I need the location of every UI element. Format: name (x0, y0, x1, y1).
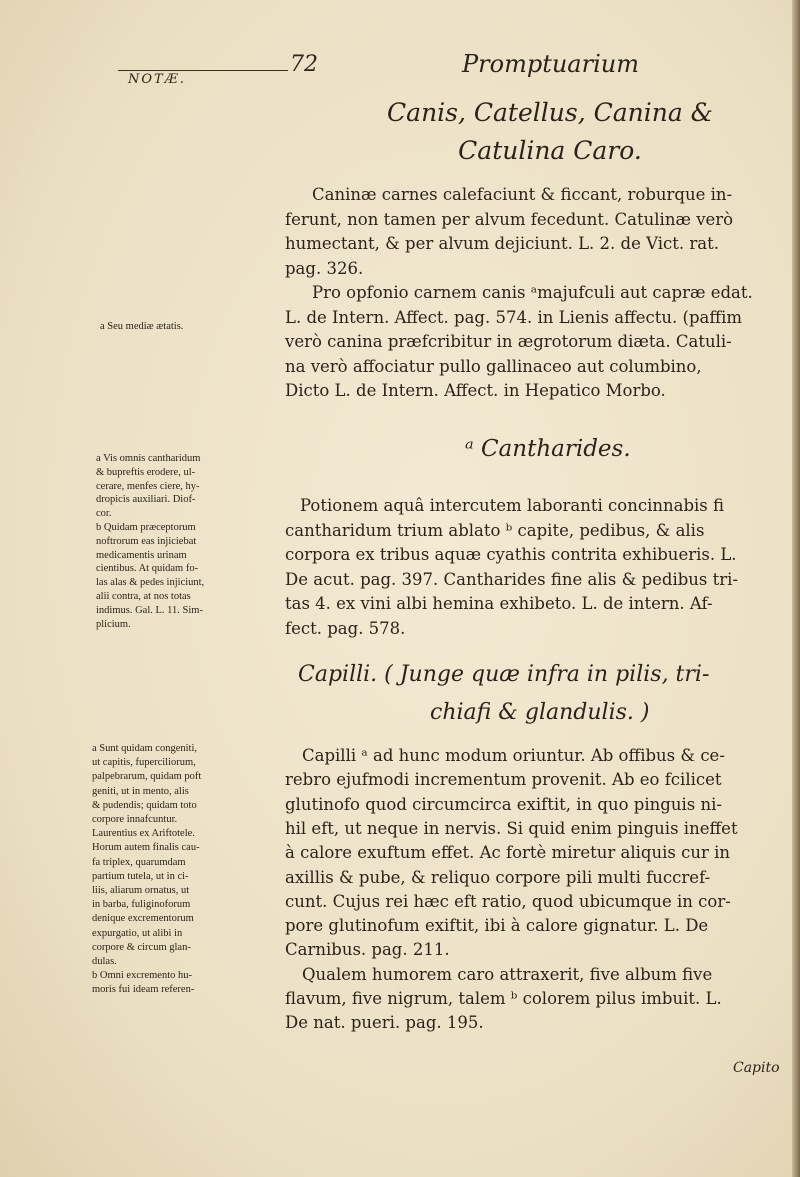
capilli-note-14: expurgatio, ut alibi in (92, 927, 183, 939)
canth-note-10: las alas & pedes injiciunt, (96, 577, 205, 589)
capilli-note-16: dulas. (92, 956, 117, 967)
section-title-capilli-2: chiafi & glandulis. ) (430, 700, 650, 725)
capilli-line-10: Qualem humorem caro attraxerit, five album five (302, 964, 713, 984)
canth-line-1: Potionem aquâ intercutem laboranti concinnabis fi (300, 496, 725, 515)
section-title-canis-2: Catulina Caro. (458, 136, 642, 165)
capilli-note-13: denique excrementorum (92, 913, 194, 925)
canth-note-5: cor. (96, 508, 112, 520)
capilli-note-11: liis, aliarum ornatus, ut (92, 885, 190, 896)
capilli-line-3: glutinofo quod circumcirca exiftit, in quo pinguis ni- (285, 794, 722, 814)
canth-note-12: indimus. Gal. L. 11. Sim- (96, 604, 203, 616)
canis-line-3: humectant, & per alvum dejiciunt. L. 2. de Vict. rat. (285, 234, 719, 253)
canth-note-7: noftrorum eas injiciebat (96, 535, 197, 547)
capilli-note-12: in barba, fuliginoforum (92, 899, 191, 911)
capilli-note-6: corpore innafcuntur. (92, 814, 178, 825)
canth-line-5: tas 4. ex vini albi hemina exhibeto. L. de intern. Af- (285, 594, 713, 613)
canth-line-4: De acut. pag. 397. Cantharides fine alis & pedibus tri- (285, 569, 739, 589)
canth-note-8: medicamentis urinam (96, 549, 187, 561)
canth-line-6: fect. pag. 578. (285, 618, 406, 638)
catchword: Capito (733, 1060, 780, 1076)
canis-line-8: na verò affociatur pullo gallinaceo aut columbino, (285, 356, 702, 376)
canth-note-4: dropicis auxiliari. Diof- (96, 494, 196, 506)
capilli-line-2: rebro ejufmodi incrementum provenit. Ab eo fcilicet (285, 770, 722, 790)
capilli-line-8: pore glutinofum exiftit, ibi à calore gignatur. L. De (285, 916, 709, 936)
capilli-note-3: palpebrarum, quidam poft (92, 771, 202, 783)
section-title-canis-1: Canis, Catellus, Canina & (387, 98, 713, 127)
capilli-note-9: fa triplex, quarumdam (92, 856, 186, 868)
capilli-line-4: hil eft, ut neque in nervis. Si quid enim pinguis ineffet (285, 818, 738, 838)
capilli-note-2: ut capitis, fuperciliorum, (92, 757, 196, 769)
capilli-note-7: Laurentius ex Ariftotele. (92, 828, 195, 840)
canth-note-6: b Quidam præceptorum (96, 522, 196, 533)
capilli-line-12: De nat. pueri. pag. 195. (285, 1013, 484, 1033)
section-title-capilli-1: Capilli. ( Junge quæ infra in pilis, tri- (298, 662, 710, 687)
canis-line-9: Dicto L. de Intern. Affect. in Hepatico Morbo. (285, 381, 666, 400)
canis-line-2: ferunt, non tamen per alvum fecedunt. Catulinæ verò (285, 209, 734, 229)
page-number: 72 (290, 52, 318, 77)
capilli-note-4: geniti, ut in mento, alis (92, 785, 189, 797)
capilli-note-10: partium tutela, ut in ci- (92, 870, 189, 882)
canth-note-13: plicium. (96, 618, 131, 630)
capilli-line-7: cunt. Cujus rei hæc eft ratio, quod ubicumque in cor- (285, 891, 731, 911)
canis-line-1: Caninæ carnes calefaciunt & ficcant, roburque in- (312, 185, 733, 204)
capilli-note-17: b Omni excremento hu- (92, 970, 193, 982)
page-edge (792, 0, 800, 1177)
capilli-note-5: & pudendis; quidam toto (92, 799, 197, 811)
header-rule (118, 70, 288, 71)
capilli-note-18: moris fui ideam referen- (92, 984, 195, 996)
canis-line-7: verò canina præfcribitur in ægrotorum diæta. Catuli- (285, 332, 732, 351)
canis-note-1: a Seu mediæ ætatis. (100, 321, 184, 332)
canth-line-3: corpora ex tribus aquæ cyathis contrita exhibueris. L. (285, 545, 737, 564)
capilli-note-8: Horum autem finalis cau- (92, 842, 200, 854)
capilli-line-6: axillis & pube, & reliquo corpore pili multi fuccref- (285, 867, 711, 887)
capilli-note-1: a Sunt quidam congeniti, (92, 743, 197, 754)
capilli-note-15: corpore & circum glan- (92, 941, 191, 953)
notes-header-label: NOTÆ. (128, 72, 186, 87)
canth-line-2: cantharidum trium ablato ᵇ capite, pedibus, & alis (285, 520, 705, 540)
canis-line-6: L. de Intern. Affect. pag. 574. in Lienis affectu. (paffim (285, 307, 743, 327)
running-title: Promptuarium (462, 50, 639, 78)
canth-note-9: cientibus. At quidam fo- (96, 563, 199, 575)
canis-line-5: Pro opfonio carnem canis ᵃmajufculi aut capræ edat. (312, 283, 753, 302)
capilli-line-1: Capilli ᵃ ad hunc modum oriuntur. Ab offibus & ce- (302, 746, 725, 765)
canth-note-2: & bupreftis erodere, ul- (96, 466, 196, 478)
canth-note-11: alii contra, at nos totas (96, 591, 191, 602)
capilli-line-5: à calore exuftum effet. Ac fortè miretur aliquis cur in (285, 843, 731, 863)
capilli-line-11: flavum, five nigrum, talem ᵇ colorem pilus imbuit. L. (285, 989, 722, 1008)
canis-line-4: pag. 326. (285, 258, 364, 278)
canth-note-1: a Vis omnis cantharidum (96, 453, 201, 464)
section-title-cantharides: ᵃ Cantharides. (465, 436, 631, 462)
canth-note-3: cerare, menfes ciere, hy- (96, 480, 200, 492)
capilli-line-9: Carnibus. pag. 211. (285, 940, 450, 960)
